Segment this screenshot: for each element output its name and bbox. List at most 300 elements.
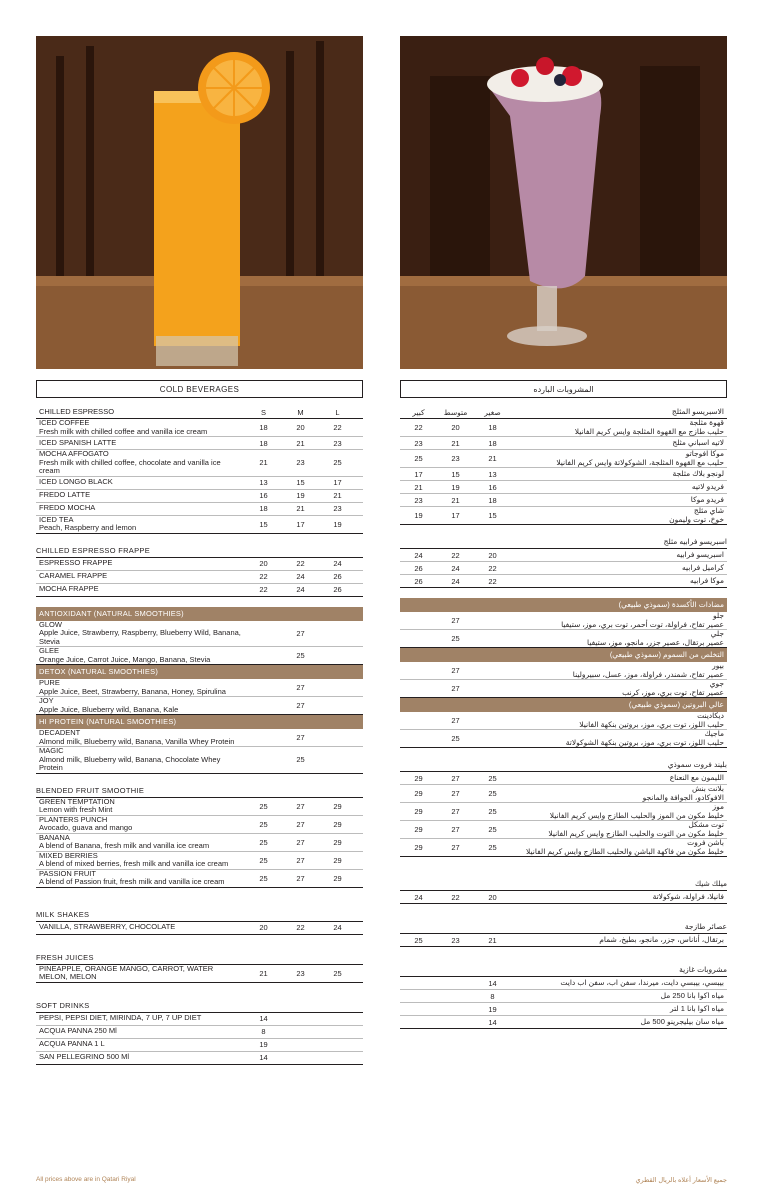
item-cell xyxy=(511,507,727,524)
price-l: 23 xyxy=(333,504,342,513)
price-l: 23 xyxy=(333,438,342,448)
menu-item-row xyxy=(36,1013,363,1026)
item-cell xyxy=(511,564,727,573)
menu-item-row xyxy=(400,481,727,494)
item-price: 27 xyxy=(296,701,305,710)
menu-item-row xyxy=(36,1052,363,1065)
item-name: جوي xyxy=(709,679,724,688)
item-cell xyxy=(36,621,245,647)
price-s: 18 xyxy=(488,423,497,432)
price-spacer xyxy=(282,1027,319,1036)
item-name: ICED COFFEE xyxy=(39,418,90,427)
menu-item-row xyxy=(36,834,363,852)
price-cell xyxy=(245,1053,356,1062)
price-cell xyxy=(245,491,356,500)
price-m: 20 xyxy=(296,423,305,432)
item-price: 14 xyxy=(488,978,497,988)
price-m: 19 xyxy=(451,482,460,492)
item-cell xyxy=(511,979,727,988)
price-l: 26 xyxy=(333,572,342,581)
item-price: 14 xyxy=(259,1014,268,1023)
price-cell xyxy=(400,666,511,675)
item-name: PLANTERS PUNCH xyxy=(39,814,108,824)
price-l: 26 xyxy=(414,563,423,573)
price-spacer xyxy=(245,651,282,660)
menu-item-row xyxy=(36,621,363,648)
menu-title: المشروبات البارده xyxy=(400,380,727,398)
item-cell xyxy=(511,839,727,856)
item-cell xyxy=(36,816,245,833)
price-s: 15 xyxy=(259,519,268,529)
price-m: 24 xyxy=(451,563,460,573)
price-s: 22 xyxy=(259,585,268,594)
item-name: GLOW xyxy=(39,619,62,629)
price-cell xyxy=(400,496,511,505)
item-name: الليمون مع النعناع xyxy=(669,772,724,782)
price-spacer xyxy=(400,684,437,693)
item-name: قهوة مثلجة xyxy=(689,418,724,427)
price-m: 27 xyxy=(296,801,305,811)
price-l: 29 xyxy=(414,773,423,783)
menu-item-row xyxy=(36,571,363,584)
price-l: 17 xyxy=(333,478,342,487)
price-spacer xyxy=(400,1005,437,1014)
price-s: 21 xyxy=(488,935,497,945)
item-cell xyxy=(36,679,245,696)
item-description: Avocado, guava and mango xyxy=(39,823,133,832)
item-description: Apple Juice, Blueberry wild, Banana, Kale xyxy=(39,704,179,714)
item-cell xyxy=(511,612,727,629)
price-cell xyxy=(400,992,511,1001)
english-menu xyxy=(36,380,363,1065)
price-m: 21 xyxy=(296,438,305,448)
menu-item-row xyxy=(400,419,727,437)
item-cell xyxy=(36,697,245,714)
item-description: حليب طازج مع القهوة المثلجة وايس كريم الفانيلا xyxy=(574,426,724,436)
menu-item-row xyxy=(36,584,363,597)
item-description: A blend of mixed berries, fresh milk and vanilla ice cream xyxy=(39,859,229,868)
price-cell xyxy=(245,701,356,710)
price-cell xyxy=(400,470,511,479)
price-s: 25 xyxy=(488,789,497,798)
price-s: 18 xyxy=(488,495,497,505)
price-m: 27 xyxy=(451,825,460,834)
price-m: 17 xyxy=(451,511,460,520)
menu-item-row xyxy=(36,1039,363,1052)
section-heading: MILK SHAKES xyxy=(36,908,363,922)
price-spacer xyxy=(474,734,511,743)
item-price: 27 xyxy=(296,628,305,638)
menu-item-row xyxy=(36,747,363,774)
price-cell xyxy=(245,651,356,660)
item-name: ESPRESSO FRAPPE xyxy=(39,558,113,568)
price-s: 20 xyxy=(488,892,497,902)
price-spacer xyxy=(437,1018,474,1027)
section-band: DETOX (NATURAL SMOOTHIES) xyxy=(36,665,363,679)
arabic-menu xyxy=(400,380,727,1029)
item-cell xyxy=(36,747,245,773)
item-price: 14 xyxy=(259,1053,268,1062)
section-heading: مشروبات غازية xyxy=(400,963,727,977)
item-price: 8 xyxy=(261,1027,266,1036)
item-cell xyxy=(36,1053,245,1062)
price-cell xyxy=(400,936,511,945)
price-cell xyxy=(245,423,356,432)
price-l: 17 xyxy=(414,469,423,479)
price-s: 22 xyxy=(259,572,268,581)
item-description: عصير برتقال، عصير جزر، مانجو، موز، ستيفيا xyxy=(587,637,724,647)
item-description: Orange Juice, Carrot Juice, Mango, Banana, Stevia xyxy=(39,654,211,664)
item-description: Fresh milk with chilled coffee, chocolate and vanilla ice cream xyxy=(39,457,221,475)
item-name: جلي xyxy=(710,629,724,638)
price-l: 29 xyxy=(333,819,342,829)
item-description: A blend of Passion fruit, fresh milk and vanilla ice cream xyxy=(39,877,225,886)
price-s: 25 xyxy=(488,773,497,783)
price-s: 25 xyxy=(259,837,268,847)
menu-item-row xyxy=(400,630,727,648)
price-cell xyxy=(245,1027,356,1036)
item-name: كراميل فرابيه xyxy=(681,562,724,572)
menu-item-row xyxy=(400,891,727,904)
price-m: 24 xyxy=(296,585,305,594)
price-cell xyxy=(400,789,511,798)
item-cell xyxy=(36,439,245,448)
menu-item-row xyxy=(400,1003,727,1016)
price-spacer xyxy=(319,755,356,764)
item-price: 25 xyxy=(296,651,305,660)
section-band: مضادات الأكسدة (سموذي طبيعي) xyxy=(400,598,727,612)
price-m: 24 xyxy=(296,572,305,581)
price-l: 25 xyxy=(414,454,423,463)
price-cell xyxy=(400,511,511,520)
menu-item-row xyxy=(36,450,363,477)
item-cell xyxy=(511,496,727,505)
price-m: 21 xyxy=(296,504,305,513)
price-s: 21 xyxy=(488,454,497,463)
price-l: 22 xyxy=(333,423,342,432)
item-cell xyxy=(511,785,727,802)
price-l: 21 xyxy=(333,491,342,500)
item-description: عصير تفاح، شمندر، فراولة، موز، عسل، سبيرولينا xyxy=(572,669,724,679)
item-price: 14 xyxy=(488,1017,497,1027)
size-header-m: متوسط xyxy=(443,407,468,417)
price-s: 13 xyxy=(259,478,268,487)
item-description: Apple Juice, Strawberry, Raspberry, Blueberry Wild, Banana, Stevia xyxy=(39,628,241,646)
menu-item-row xyxy=(36,798,363,816)
item-description: Peach, Raspberry and lemon xyxy=(39,523,137,532)
price-cell xyxy=(400,454,511,463)
price-s: 25 xyxy=(488,807,497,816)
price-cell xyxy=(245,856,356,865)
price-cell xyxy=(400,634,511,643)
item-cell xyxy=(36,852,245,869)
price-l: 29 xyxy=(414,807,423,816)
menu-item-row xyxy=(36,965,363,983)
item-cell xyxy=(511,483,727,492)
item-price: 27 xyxy=(296,683,305,692)
section-band: عالي البروتين (سموذي طبيعي) xyxy=(400,698,727,712)
item-cell xyxy=(36,1027,245,1036)
price-l: 19 xyxy=(333,519,342,529)
item-cell xyxy=(36,559,245,568)
item-name: GLEE xyxy=(39,646,60,655)
price-cell xyxy=(245,478,356,487)
price-l: 24 xyxy=(333,559,342,568)
price-s: 20 xyxy=(259,559,268,568)
price-spacer xyxy=(319,629,356,638)
section-heading: ميلك شيك xyxy=(400,877,727,891)
price-s: 18 xyxy=(488,438,497,448)
item-name: جلو xyxy=(713,611,724,620)
price-cell xyxy=(245,504,356,513)
price-cell xyxy=(245,755,356,764)
price-cell xyxy=(400,807,511,816)
item-cell xyxy=(36,965,245,982)
price-spacer xyxy=(437,992,474,1001)
item-name: PEPSI, PEPSI DIET, MIRINDA, 7 UP, 7 UP DIET xyxy=(39,1013,202,1023)
item-name: GREEN TEMPTATION xyxy=(39,796,115,806)
price-l: 25 xyxy=(414,935,423,945)
price-spacer xyxy=(400,734,437,743)
price-l: 25 xyxy=(333,968,342,978)
item-name: موز xyxy=(712,802,724,811)
section-band: ANTIOXIDANT (NATURAL SMOOTHIES) xyxy=(36,607,363,621)
price-spacer xyxy=(400,1018,437,1027)
size-header-m: M xyxy=(297,407,304,417)
menu-item-row xyxy=(400,562,727,575)
item-name: شاي مثلج xyxy=(693,506,724,515)
price-cell xyxy=(400,1005,511,1014)
item-name: لونجو بلاك مثلجة xyxy=(672,468,724,478)
item-name: BANANA xyxy=(39,832,70,842)
menu-item-row xyxy=(400,549,727,562)
price-l: 29 xyxy=(333,837,342,847)
item-description: خليط مكون من التوت والحليب الطازج وايس كريم الفانيلا xyxy=(548,828,724,838)
menu-item-row xyxy=(36,647,363,665)
menu-item-row xyxy=(36,558,363,571)
item-price: 27 xyxy=(451,616,460,625)
price-l: 24 xyxy=(333,923,342,932)
price-spacer xyxy=(245,683,282,692)
item-price: 27 xyxy=(451,684,460,693)
item-name: ماجيك xyxy=(704,729,724,738)
item-name: توت مشكل xyxy=(688,820,724,829)
price-cell xyxy=(245,802,356,811)
item-description: Fresh milk with chilled coffee and vanilla ice cream xyxy=(39,426,208,436)
price-s: 22 xyxy=(488,563,497,573)
menu-item-row xyxy=(400,730,727,748)
price-l: 22 xyxy=(414,423,423,432)
price-m: 23 xyxy=(451,935,460,945)
price-spacer xyxy=(319,1014,356,1023)
price-spacer xyxy=(245,629,282,638)
item-cell xyxy=(511,936,727,945)
size-header-s: S xyxy=(260,407,266,417)
price-m: 22 xyxy=(296,923,305,932)
price-spacer xyxy=(400,716,437,725)
price-spacer xyxy=(245,701,282,710)
item-name: CARAMEL FRAPPE xyxy=(39,571,108,581)
item-description: A blend of Banana, fresh milk and vanilla ice cream xyxy=(39,841,210,850)
price-l: 26 xyxy=(414,576,423,586)
price-s: 20 xyxy=(488,550,497,560)
price-m: 22 xyxy=(296,559,305,568)
item-cell xyxy=(511,712,727,729)
footer-note: All prices above are in Qatari Riyal xyxy=(36,1176,136,1183)
price-cell xyxy=(245,585,356,594)
price-l: 23 xyxy=(414,438,423,448)
price-spacer xyxy=(282,1053,319,1062)
price-cell xyxy=(245,520,356,529)
item-name: بيور xyxy=(712,661,724,670)
section-band: التخلص من السموم (سموذي طبيعي) xyxy=(400,648,727,662)
item-cell xyxy=(36,450,245,476)
price-spacer xyxy=(282,1040,319,1049)
price-l: 21 xyxy=(414,482,423,492)
price-cell xyxy=(245,838,356,847)
price-spacer xyxy=(437,1005,474,1014)
section-heading: FRESH JUICES xyxy=(36,951,363,965)
menu-item-row xyxy=(400,507,727,525)
item-cell xyxy=(511,774,727,783)
item-cell xyxy=(511,1005,727,1014)
item-cell xyxy=(511,992,727,1001)
menu-item-row xyxy=(400,977,727,990)
item-name: باشن فروت xyxy=(687,838,724,847)
price-spacer xyxy=(400,992,437,1001)
item-cell xyxy=(511,551,727,560)
menu-item-row xyxy=(400,1016,727,1029)
item-cell xyxy=(36,647,245,664)
price-m: 20 xyxy=(451,423,460,432)
price-l: 19 xyxy=(414,511,423,520)
item-price: 25 xyxy=(296,755,305,765)
price-m: 27 xyxy=(451,773,460,783)
price-s: 25 xyxy=(259,819,268,829)
item-name: MOCHA FRAPPE xyxy=(39,584,99,594)
item-description: Lemon with fresh Mint xyxy=(39,805,113,814)
menu-item-row xyxy=(36,1026,363,1039)
price-s: 13 xyxy=(488,469,497,479)
price-spacer xyxy=(319,1040,356,1049)
menu-item-row xyxy=(36,419,363,437)
price-cell xyxy=(400,1018,511,1027)
price-spacer xyxy=(474,666,511,675)
orange-juice-photo xyxy=(36,36,363,369)
price-cell xyxy=(400,893,511,902)
menu-title: COLD BEVERAGES xyxy=(36,380,363,398)
item-name: FREDO LATTE xyxy=(39,490,91,500)
item-name: VANILLA, STRAWBERRY, CHOCOLATE xyxy=(39,922,176,932)
item-cell xyxy=(36,834,245,851)
item-name: بلانت بنش xyxy=(691,784,724,793)
price-s: 25 xyxy=(259,801,268,811)
item-price: 27 xyxy=(296,733,305,742)
price-m: 27 xyxy=(451,807,460,816)
item-name: ACQUA PANNA 250 Ml xyxy=(39,1026,117,1036)
price-l: 29 xyxy=(414,789,423,798)
item-description: حليب مع القهوة المثلجة، الشوكولاتة وايس كريم الفانيلا xyxy=(556,457,724,467)
price-cell xyxy=(245,1040,356,1049)
item-name: موكا فرابيه xyxy=(689,575,724,585)
berry-milkshake-photo xyxy=(400,36,727,369)
menu-item-row xyxy=(400,990,727,1003)
item-cell xyxy=(511,450,727,467)
price-l: 23 xyxy=(414,495,423,505)
menu-item-row xyxy=(36,477,363,490)
item-name: ICED SPANISH LATTE xyxy=(39,437,117,447)
item-cell xyxy=(36,923,245,932)
price-m: 27 xyxy=(296,837,305,847)
item-cell xyxy=(36,504,245,513)
item-cell xyxy=(511,821,727,838)
item-name: DECADENT xyxy=(39,728,81,737)
menu-item-row xyxy=(400,803,727,821)
price-cell xyxy=(400,734,511,743)
section-band: HI PROTEIN (NATURAL SMOOTHIES) xyxy=(36,715,363,729)
price-spacer xyxy=(474,616,511,625)
price-l: 24 xyxy=(414,892,423,902)
price-cell xyxy=(400,551,511,560)
menu-item-row xyxy=(400,712,727,730)
item-description: حليب اللوز، توت بري، موز، بروتين بنكهة الفانيلا xyxy=(579,719,724,729)
item-description: Almond milk, Blueberry wild, Banana, Vanilla Whey Protein xyxy=(39,736,235,746)
item-description: الافوكادو، الجوافة والمانجو xyxy=(642,792,724,802)
price-cell xyxy=(400,979,511,988)
price-m: 15 xyxy=(296,478,305,487)
item-name: PURE xyxy=(39,678,60,687)
item-cell xyxy=(36,419,245,436)
item-description: Apple Juice, Beet, Strawberry, Banana, Honey, Spirulina xyxy=(39,686,226,696)
item-description: خوخ، توت وليمون xyxy=(669,514,724,524)
price-s: 25 xyxy=(259,873,268,883)
price-cell xyxy=(400,439,511,448)
price-cell xyxy=(400,684,511,693)
price-m: 21 xyxy=(451,438,460,448)
price-spacer xyxy=(282,1014,319,1023)
price-cell xyxy=(400,843,511,852)
price-spacer xyxy=(400,979,437,988)
item-description: Almond milk, Blueberry wild, Banana, Chocolate Whey Protein xyxy=(39,754,221,772)
price-s: 21 xyxy=(259,968,268,978)
price-spacer xyxy=(319,733,356,742)
menu-item-row xyxy=(36,729,363,747)
price-cell xyxy=(400,577,511,586)
item-cell xyxy=(511,803,727,820)
item-cell xyxy=(511,419,727,436)
footer-note: جميع الأسعار أعلاه بالريال القطري xyxy=(635,1177,727,1184)
price-m: 23 xyxy=(296,458,305,468)
item-price: 25 xyxy=(451,734,460,743)
price-cell xyxy=(400,825,511,834)
price-s: 15 xyxy=(488,511,497,520)
price-cell xyxy=(245,458,356,467)
price-m: 22 xyxy=(451,892,460,902)
price-cell xyxy=(245,683,356,692)
item-description: عصير تفاح، توت بري، موز، كرنب xyxy=(622,687,724,697)
item-cell xyxy=(36,1014,245,1023)
item-name: موكا افوجاتو xyxy=(685,449,724,458)
item-cell xyxy=(36,491,245,500)
item-cell xyxy=(511,630,727,647)
item-name: اسبريسو فرابيه xyxy=(676,549,724,559)
menu-item-row xyxy=(400,575,727,588)
price-s: 25 xyxy=(488,843,497,852)
item-name: MOCHA AFFOGATO xyxy=(39,449,109,458)
menu-item-row xyxy=(36,490,363,503)
price-m: 27 xyxy=(296,819,305,829)
price-l: 29 xyxy=(333,801,342,811)
